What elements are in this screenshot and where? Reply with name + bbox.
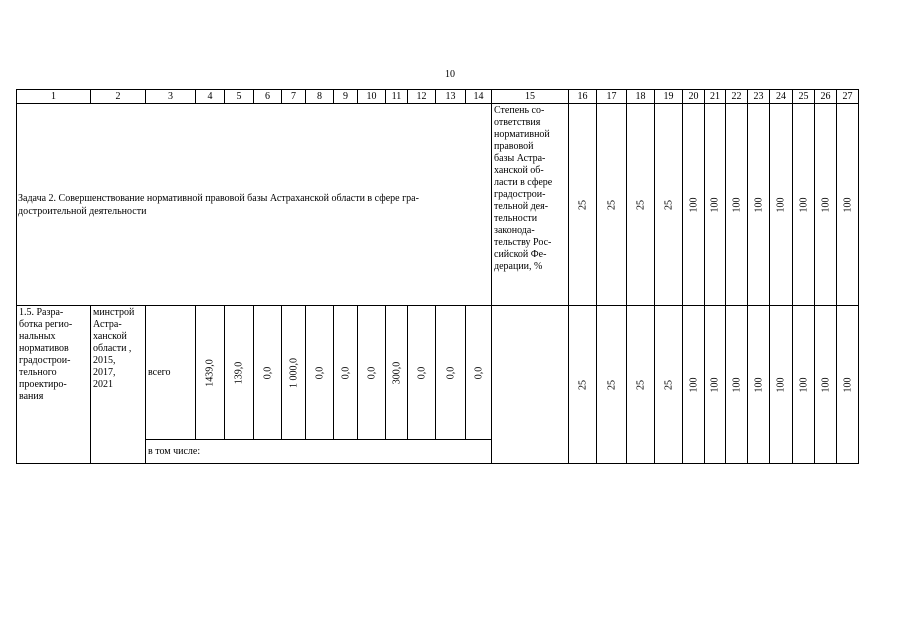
funding-value-text: 0,0 (416, 366, 427, 379)
item-target-value-text: 100 (842, 377, 853, 392)
task-target-value (815, 104, 837, 306)
funding-value-text: 0,0 (340, 366, 351, 379)
task-target-value-text: 100 (820, 197, 831, 212)
item-target-value-text: 25 (606, 379, 617, 390)
task-target-value (569, 104, 597, 306)
column-number-7: 7 (282, 90, 306, 104)
task-target-value-text: 100 (688, 197, 699, 212)
item-target-value (683, 306, 705, 464)
task-target-value-text: 100 (775, 197, 787, 212)
funding-value (408, 306, 436, 440)
item-target-value-text: 25 (635, 379, 646, 390)
funding-value (436, 306, 466, 440)
column-number-26: 26 (815, 90, 837, 104)
item-target-value (726, 306, 748, 464)
funding-value-text: 0,0 (314, 366, 325, 379)
funding-value (254, 306, 282, 440)
column-number-12: 12 (408, 90, 436, 104)
item-target-value (627, 306, 655, 464)
item-target-value-text: 100 (731, 377, 742, 392)
item-target-value (705, 306, 726, 464)
column-number-14: 14 (466, 90, 492, 104)
column-number-2: 2 (91, 90, 146, 104)
item-row (17, 306, 859, 440)
funding-value (334, 306, 358, 440)
item-target-value (815, 306, 837, 464)
task-target-value-text: 100 (753, 197, 764, 212)
funding-value-text: 0,0 (262, 366, 273, 379)
funding-value (225, 306, 254, 440)
task-target-value-text: 100 (798, 197, 809, 212)
item-target-value (837, 306, 859, 464)
item-target-value-text: 100 (709, 377, 721, 392)
including-label: в том числе: (146, 440, 492, 464)
column-number-9: 9 (334, 90, 358, 104)
item-target-value-text: 25 (577, 379, 588, 390)
funding-value-text: 300,0 (391, 361, 402, 384)
funding-value (282, 306, 306, 440)
funding-value (466, 306, 492, 440)
item-name: 1.5. Разра- ботка регио- нальных нормативов градострои- тельного проектиро- вания (17, 306, 91, 464)
funding-value-text: 1439,0 (204, 358, 216, 387)
funding-label: всего (146, 306, 196, 440)
task-target-value (793, 104, 815, 306)
column-number-22: 22 (726, 90, 748, 104)
funding-value-text: 0,0 (366, 366, 377, 379)
item-target-value (569, 306, 597, 464)
column-number-19: 19 (655, 90, 683, 104)
task-target-value (705, 104, 726, 306)
item-target-value (597, 306, 627, 464)
column-number-3: 3 (146, 90, 196, 104)
column-number-13: 13 (436, 90, 466, 104)
task-target-value (837, 104, 859, 306)
item-indicator-cell (492, 306, 569, 464)
item-executor: минстрой Астра- ханской области , 2015, 2017, 2021 (91, 306, 146, 464)
column-number-25: 25 (793, 90, 815, 104)
task-target-value (655, 104, 683, 306)
column-number-10: 10 (358, 90, 386, 104)
funding-value-text: 139,0 (233, 361, 245, 384)
funding-value (386, 306, 408, 440)
item-target-value-text: 100 (820, 377, 831, 392)
item-target-value (655, 306, 683, 464)
item-target-value (793, 306, 815, 464)
task-title: Задача 2. Совершенствование нормативной правовой базы Астраханской области в сфере гра- достроительной деятельности (17, 104, 492, 306)
column-number-16: 16 (569, 90, 597, 104)
column-number-23: 23 (748, 90, 770, 104)
column-number-4: 4 (196, 90, 225, 104)
funding-value-text: 1 000,0 (288, 357, 299, 388)
task-target-value (748, 104, 770, 306)
item-target-value-text: 100 (753, 377, 764, 392)
column-number-11: 11 (386, 90, 408, 104)
item-target-value-text: 100 (775, 377, 787, 392)
column-number-15: 15 (492, 90, 569, 104)
task-target-value (770, 104, 793, 306)
column-number-1: 1 (17, 90, 91, 104)
item-target-value (770, 306, 793, 464)
task-target-value (597, 104, 627, 306)
task-row (17, 104, 859, 306)
column-number-20: 20 (683, 90, 705, 104)
task-target-value-text: 100 (731, 197, 742, 212)
funding-value (358, 306, 386, 440)
task-target-value-text: 100 (709, 197, 721, 212)
column-number-6: 6 (254, 90, 282, 104)
funding-value (306, 306, 334, 440)
task-target-value (683, 104, 705, 306)
funding-value (196, 306, 225, 440)
task-target-value-text: 25 (577, 199, 588, 210)
task-target-value-text: 25 (663, 199, 674, 210)
program-table (16, 89, 859, 464)
task-target-value-text: 25 (606, 199, 617, 210)
column-number-27: 27 (837, 90, 859, 104)
column-number-21: 21 (705, 90, 726, 104)
page-number: 10 (445, 69, 455, 80)
item-target-value-text: 25 (663, 379, 674, 390)
task-target-value (627, 104, 655, 306)
task-target-value-text: 100 (842, 197, 853, 212)
task-target-value (726, 104, 748, 306)
column-number-17: 17 (597, 90, 627, 104)
column-number-row (17, 90, 859, 104)
indicator-text: Степень со- ответствия нормативной правовой базы Астра- ханской об- ласти в сфере градострои- тельной дея- тельности законода- тельству Рос- сийской Фе- дерации, % (492, 104, 569, 306)
funding-value-text: 0,0 (473, 366, 484, 379)
column-number-24: 24 (770, 90, 793, 104)
task-target-value-text: 25 (635, 199, 646, 210)
column-number-18: 18 (627, 90, 655, 104)
column-number-8: 8 (306, 90, 334, 104)
item-target-value (748, 306, 770, 464)
item-target-value-text: 100 (688, 377, 699, 392)
item-target-value-text: 100 (798, 377, 809, 392)
funding-value-text: 0,0 (445, 366, 456, 379)
column-number-5: 5 (225, 90, 254, 104)
